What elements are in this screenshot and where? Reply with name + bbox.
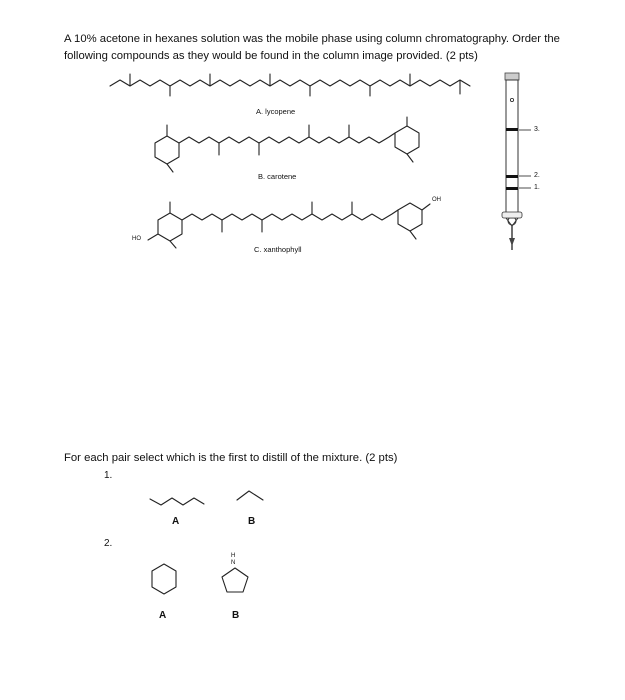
xanthophyll-oh: OH bbox=[432, 197, 441, 203]
pair-2-choice-a[interactable]: A bbox=[159, 610, 167, 621]
carotene-label: B. carotene bbox=[258, 172, 297, 181]
pair-2-number: 2. bbox=[104, 538, 113, 549]
column-mark-1: 1. bbox=[534, 184, 540, 191]
column-mark-3: 3. bbox=[534, 126, 540, 133]
chromatography-column bbox=[495, 70, 555, 260]
column-mark-2: 2. bbox=[534, 172, 540, 179]
pyrrolidine-nh-label: H N bbox=[231, 553, 236, 566]
xanthophyll-label: C. xanthophyll bbox=[254, 245, 302, 254]
lycopene-label: A. lycopene bbox=[256, 107, 296, 116]
pair-1-choice-a-structure bbox=[150, 493, 210, 513]
lycopene-structure bbox=[110, 72, 480, 102]
xanthophyll-ho: HO bbox=[132, 236, 141, 242]
cyclohexane-structure bbox=[144, 563, 184, 603]
pair-2-choice-b[interactable]: B bbox=[232, 610, 240, 621]
pair-1-choice-b-structure bbox=[237, 488, 277, 508]
xanthophyll-structure bbox=[140, 190, 430, 250]
pair-1-choice-a[interactable]: A bbox=[172, 516, 180, 527]
question-1-text: A 10% acetone in hexanes solution was the mobile phase using column chromatography. Order the following compounds as they would be found in the column image provided. (2 pts) bbox=[64, 33, 560, 62]
pair-1-number: 1. bbox=[104, 470, 113, 481]
pair-1-choice-b[interactable]: B bbox=[248, 516, 256, 527]
pyrrolidine-structure bbox=[218, 562, 258, 602]
question-2-text: For each pair select which is the first to distill of the mixture. (2 pts) bbox=[64, 452, 398, 464]
carotene-structure bbox=[145, 115, 425, 175]
